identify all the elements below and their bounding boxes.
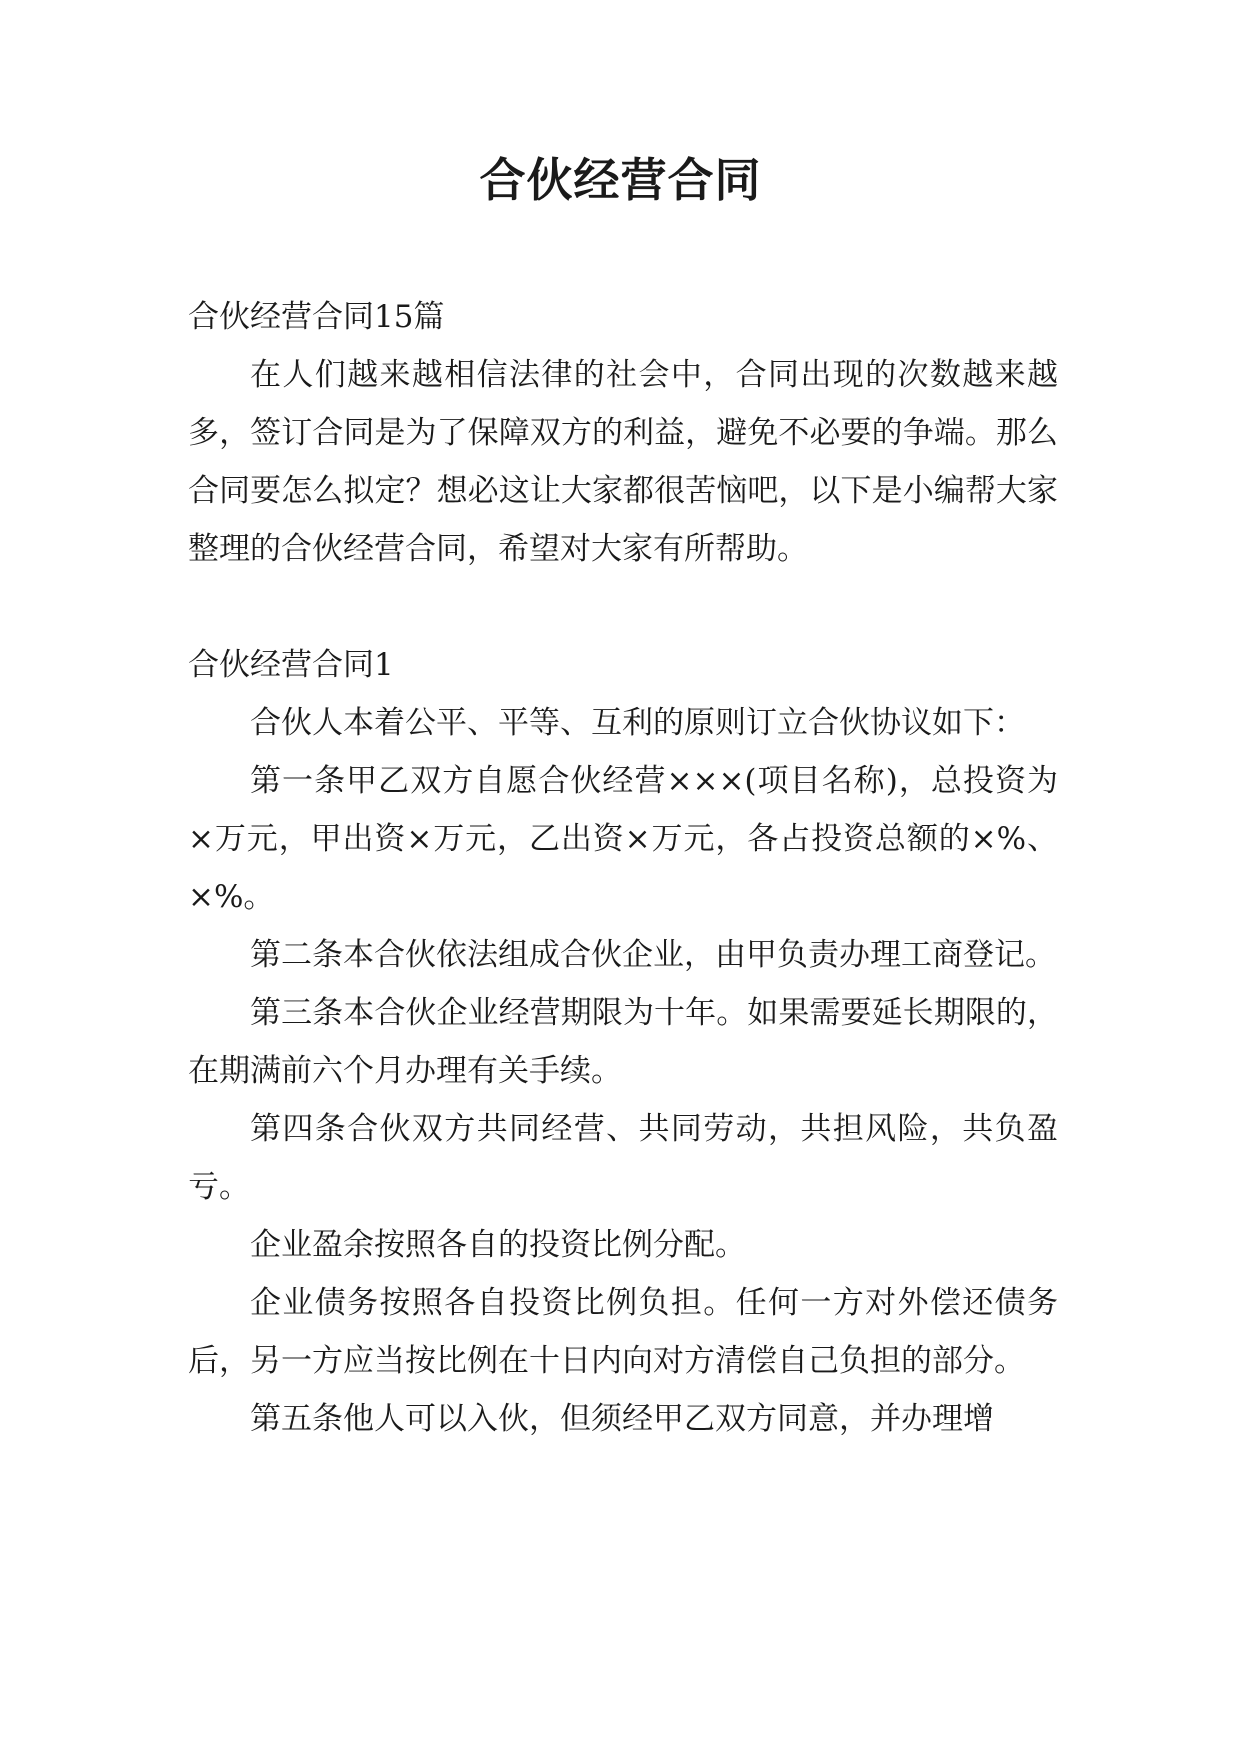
paragraph-preamble: 合伙人本着公平、平等、互利的原则订立合伙协议如下： [250, 705, 1025, 741]
section-heading: 合伙经营合同1 [188, 647, 394, 683]
collection-heading: 合伙经营合同15篇 [188, 299, 445, 335]
document-title: 合伙经营合同 [479, 153, 762, 207]
intro-paragraph: 在人们越来越相信法律的社会中，合同出现的次数越来越多，签订合同是为了保障双方的利益，避免不必要的争端。那么合同要怎么拟定？想必这让大家都很苦恼吧，以下是小编帮大家整理的合伙经营合同，希望对大家有所帮助。 [188, 357, 1058, 567]
paragraph-spacer [188, 578, 1058, 636]
paragraph-article-5: 第五条他人可以入伙，但须经甲乙双方同意，并办理增 [250, 1401, 994, 1437]
paragraph-article-4: 第四条合伙双方共同经营、共同劳动，共担风险，共负盈亏。 [188, 1111, 1058, 1205]
paragraph-article-1: 第一条甲乙双方自愿合伙经营×××(项目名称)，总投资为×万元，甲出资×万元，乙出资×万元，各占投资总额的×%、×%。 [188, 763, 1058, 915]
paragraph-profit-distribution: 企业盈余按照各自的投资比例分配。 [250, 1227, 746, 1263]
paragraph-article-2: 第二条本合伙依法组成合伙企业，由甲负责办理工商登记。 [250, 937, 1056, 973]
paragraph-article-3: 第三条本合伙企业经营期限为十年。如果需要延长期限的，在期满前六个月办理有关手续。 [188, 995, 1058, 1089]
document-body [188, 288, 1058, 1448]
paragraph-debt-sharing: 企业债务按照各自投资比例负担。任何一方对外偿还债务后，另一方应当按比例在十日内向对方清偿自己负担的部分。 [188, 1285, 1058, 1379]
